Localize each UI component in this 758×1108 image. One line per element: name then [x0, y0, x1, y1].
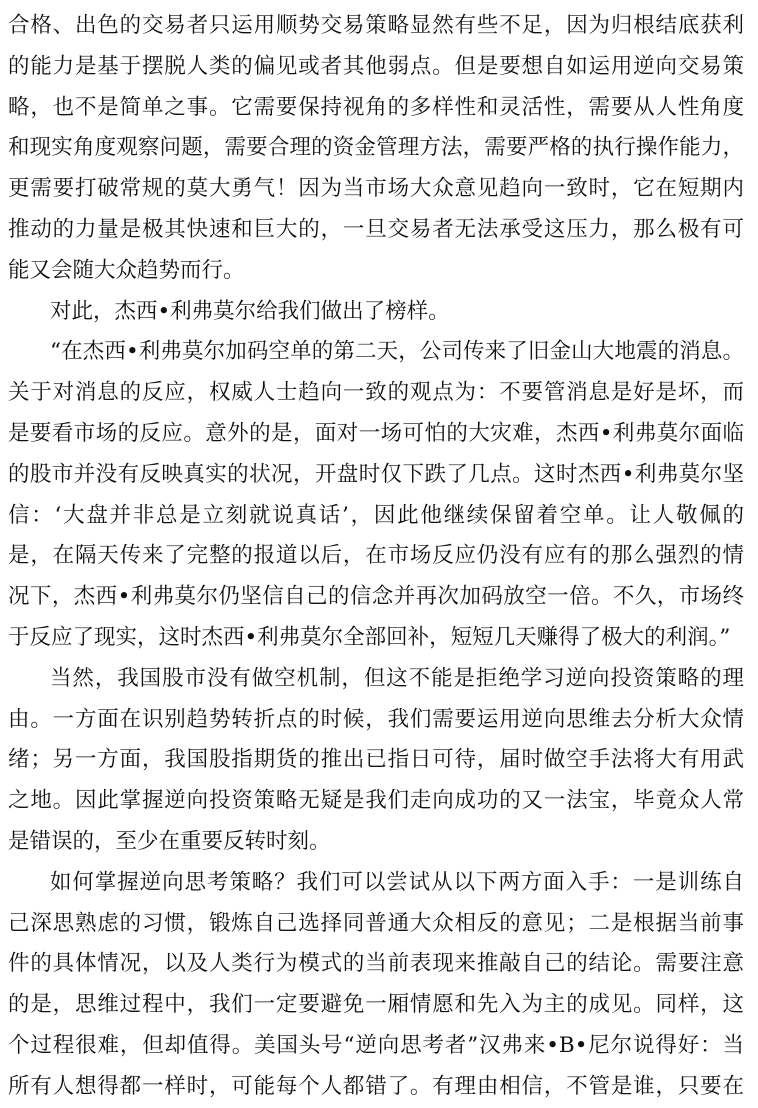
text-line: “在杰西•利弗莫尔加码空单的第二天，公司传来了旧金山大地震的消息。: [50, 339, 744, 365]
paragraph-5: [8, 863, 744, 1108]
text-line: 推动的力量是极其快速和巨大的，一旦交易者无法承受这压力，那么极有可: [8, 216, 744, 242]
text-line: 己深思熟虑的习惯，锻炼自己选择同普通大众相反的意见；二是根据当前事: [8, 910, 744, 936]
paragraph-2: [8, 292, 744, 333]
text-line: 略，也不是简单之事。它需要保持视角的多样性和灵活性，需要从人性角度: [8, 94, 744, 120]
text-line: 由。一方面在识别趋势转折点的时候，我们需要运用逆向思维去分析大众情: [8, 706, 744, 732]
paragraph-4: [8, 659, 744, 863]
text-line: 合格、出色的交易者只运用顺势交易策略显然有些不足，因为归根结底获利: [8, 13, 744, 38]
text-line: 是，在隔天传来了完整的报道以后，在市场反应仍没有应有的那么强烈的情: [8, 543, 744, 569]
text-line: 于反应了现实，这时杰西•利弗莫尔全部回补，短短几天赚得了极大的利润。”: [8, 624, 731, 650]
paragraph-1: [8, 6, 744, 292]
text-line: 件的具体情况，以及人类行为模式的当前表现来推敲自己的结论。需要注意: [8, 951, 744, 977]
text-line: 更需要打破常规的莫大勇气！因为当市场大众意见趋向一致时，它在短期内: [8, 176, 744, 202]
text-line: 个过程很难，但却值得。美国头号“逆向思考者”汉弗来•B•尼尔说得好：当: [8, 1032, 744, 1058]
text-line: 信：‘大盘并非总是立刻就说真话’，因此他继续保留着空单。让人敬佩的: [8, 502, 744, 528]
text-line: 的能力是基于摆脱人类的偏见或者其他弱点。但是要想自如运用逆向交易策: [8, 53, 744, 79]
paragraph-3-quote: [8, 332, 744, 658]
text-line: 况下，杰西•利弗莫尔仍坚信自己的信念并再次加码放空一倍。不久，市场终: [8, 584, 744, 610]
text-line: 关于对消息的反应，权威人士趋向一致的观点为：不要管消息是好是坏，而: [8, 380, 744, 406]
text-line: 所有人想得都一样时，可能每个人都错了。有理由相信，不管是谁，只要在: [8, 1073, 744, 1099]
text-line: 当然，我国股市没有做空机制，但这不能是拒绝学习逆向投资策略的理: [50, 665, 744, 691]
text-line: 的股市并没有反映真实的状况，开盘时仅下跌了几点。这时杰西•利弗莫尔坚: [8, 461, 744, 487]
text-line: 是要看市场的反应。意外的是，面对一场可怕的大灾难，杰西•利弗莫尔面临: [8, 420, 744, 446]
text-line: 是错误的，至少在重要反转时刻。: [8, 828, 331, 854]
text-line: 的是，思维过程中，我们一定要避免一厢情愿和先入为主的成见。同样，这: [8, 992, 744, 1018]
text-line: 之地。因此掌握逆向投资策略无疑是我们走向成功的又一法宝，毕竟众人常: [8, 788, 744, 814]
text-line: 和现实角度观察问题，需要合理的资金管理方法，需要严格的执行操作能力，: [8, 135, 744, 161]
text-line: 绪；另一方面，我国股指期货的推出已指日可待，届时做空手法将大有用武: [8, 747, 744, 773]
text-line: 对此，杰西•利弗莫尔给我们做出了榜样。: [50, 298, 450, 324]
text-line: 如何掌握逆向思考策略？我们可以尝试从以下两方面入手：一是训练自: [50, 869, 744, 895]
text-line: 能又会随大众趋势而行。: [8, 257, 245, 283]
